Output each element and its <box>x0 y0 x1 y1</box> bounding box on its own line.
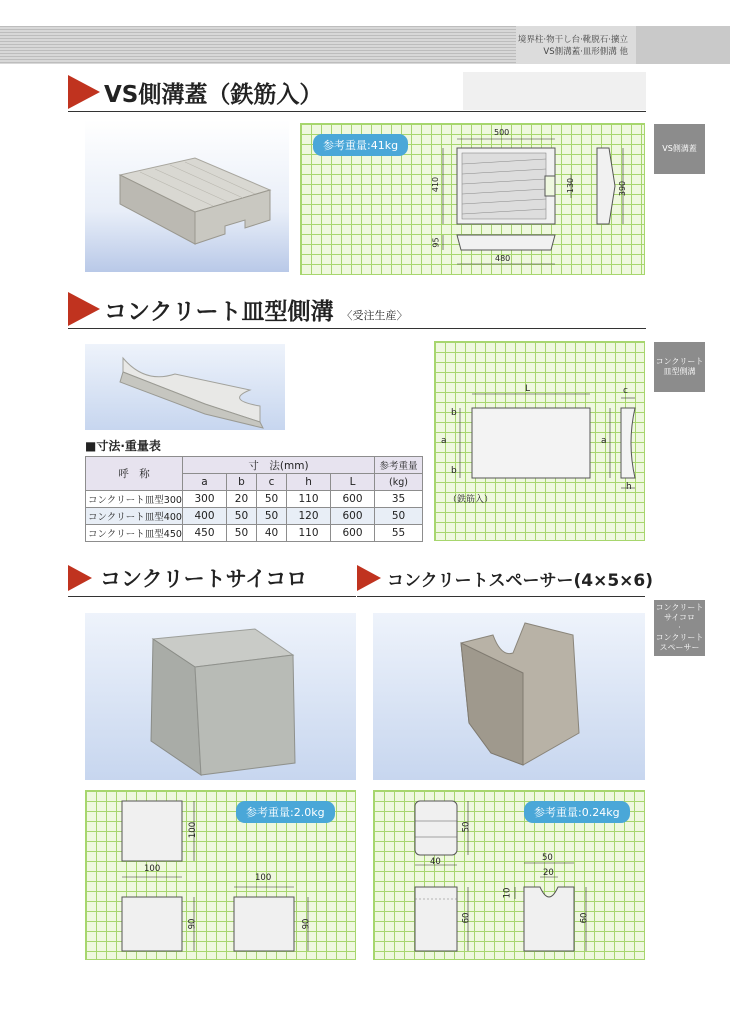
sara-gutter-photo <box>85 344 285 430</box>
sara-rebar-note: （鉄筋入） <box>448 495 494 505</box>
vs-dim-front-width: 480 <box>495 254 511 263</box>
table-row: コンクリート皿型300 300 20 50 110 600 35 <box>86 491 423 508</box>
table-header-name: 呼 称 <box>86 457 183 491</box>
sara-dim-c: c <box>623 386 628 396</box>
saikoro-dimension-panel <box>85 790 356 960</box>
header-end-block <box>636 26 730 64</box>
title-marker-icon <box>357 565 381 591</box>
saikoro-dim-4: 90 <box>187 918 198 930</box>
header-category: 境界柱·物干し台·靴脱石·擴立 VS側溝蓋·皿形側溝 他 <box>516 26 636 64</box>
table-row: コンクリート皿型400 400 50 50 120 600 50 <box>86 508 423 525</box>
vs-dim-front-height: 95 <box>431 237 441 248</box>
spacer-dim-50h: 50 <box>461 821 472 833</box>
sara-dim-h: h <box>626 482 632 492</box>
section-title-vs: VS側溝蓋（鉄筋入） <box>68 72 646 112</box>
side-tab-saikoro-spacer[interactable]: コンクリート サイコロ · コンクリート スペーサー <box>654 600 705 656</box>
table-col-b: b <box>226 474 256 491</box>
spacer-dim-20w: 20 <box>543 868 554 878</box>
saikoro-photo <box>85 613 356 780</box>
table-title: ■寸法·重量表 <box>85 439 161 453</box>
sara-dim-a-side: a <box>601 436 607 446</box>
spacer-dim-60h-right: 60 <box>579 912 590 924</box>
sara-dim-b-top: b <box>451 408 457 418</box>
vs-dim-notch: 130 <box>566 177 576 194</box>
spacer-dim-40w: 40 <box>430 857 441 867</box>
spacer-dim-10: 10 <box>502 887 513 899</box>
section-title-sara: コンクリート皿型側溝 〈受注生産〉 <box>68 289 646 329</box>
saikoro-dim-2: 100 <box>144 864 161 874</box>
section-title-saikoro: コンクリートサイコロ <box>68 557 356 597</box>
saikoro-dim-5: 90 <box>301 918 312 930</box>
dimension-weight-table <box>85 456 423 542</box>
title-marker-icon <box>68 75 100 109</box>
vs-dim-side-height: 390 <box>618 180 628 197</box>
spacer-weight-badge: 参考重量:0.24kg <box>524 801 630 823</box>
side-tab-vs[interactable]: VS側溝蓋 <box>654 124 705 174</box>
table-col-L: L <box>331 474 375 491</box>
table-header-weight-unit: (kg) <box>375 474 423 491</box>
vs-dimension-panel <box>300 123 645 275</box>
vs-cover-photo <box>85 120 289 272</box>
title-marker-icon <box>68 292 100 326</box>
table-header-weight: 参考重量 <box>375 457 423 474</box>
table-row: コンクリート皿型450 450 50 40 110 600 55 <box>86 525 423 542</box>
spacer-dimension-panel <box>373 790 645 960</box>
saikoro-dim-1: 100 <box>188 821 199 839</box>
vs-weight-badge: 参考重量:41kg <box>313 134 408 156</box>
sara-dimension-panel <box>434 341 645 541</box>
spacer-dim-60h-left: 60 <box>461 912 472 924</box>
section-title-spacer: コンクリートスペーサー(4×5×6) <box>357 557 645 597</box>
sara-dim-b-bottom: b <box>451 466 457 476</box>
table-col-a: a <box>183 474 227 491</box>
side-tab-sara[interactable]: コンクリート 皿型側溝 <box>654 342 705 392</box>
table-col-h: h <box>287 474 331 491</box>
spacer-photo <box>373 613 645 780</box>
vs-dim-height: 410 <box>431 176 441 193</box>
sara-dim-L: L <box>525 384 531 394</box>
saikoro-weight-badge: 参考重量:2.0kg <box>236 801 335 823</box>
saikoro-dim-3: 100 <box>255 873 272 883</box>
table-header-dims: 寸 法(mm) <box>183 457 375 474</box>
vs-dim-top-width: 500 <box>494 128 510 137</box>
spacer-dim-50w: 50 <box>542 853 553 863</box>
title-marker-icon <box>68 565 92 591</box>
sara-dim-a: a <box>441 436 447 446</box>
table-col-c: c <box>257 474 287 491</box>
